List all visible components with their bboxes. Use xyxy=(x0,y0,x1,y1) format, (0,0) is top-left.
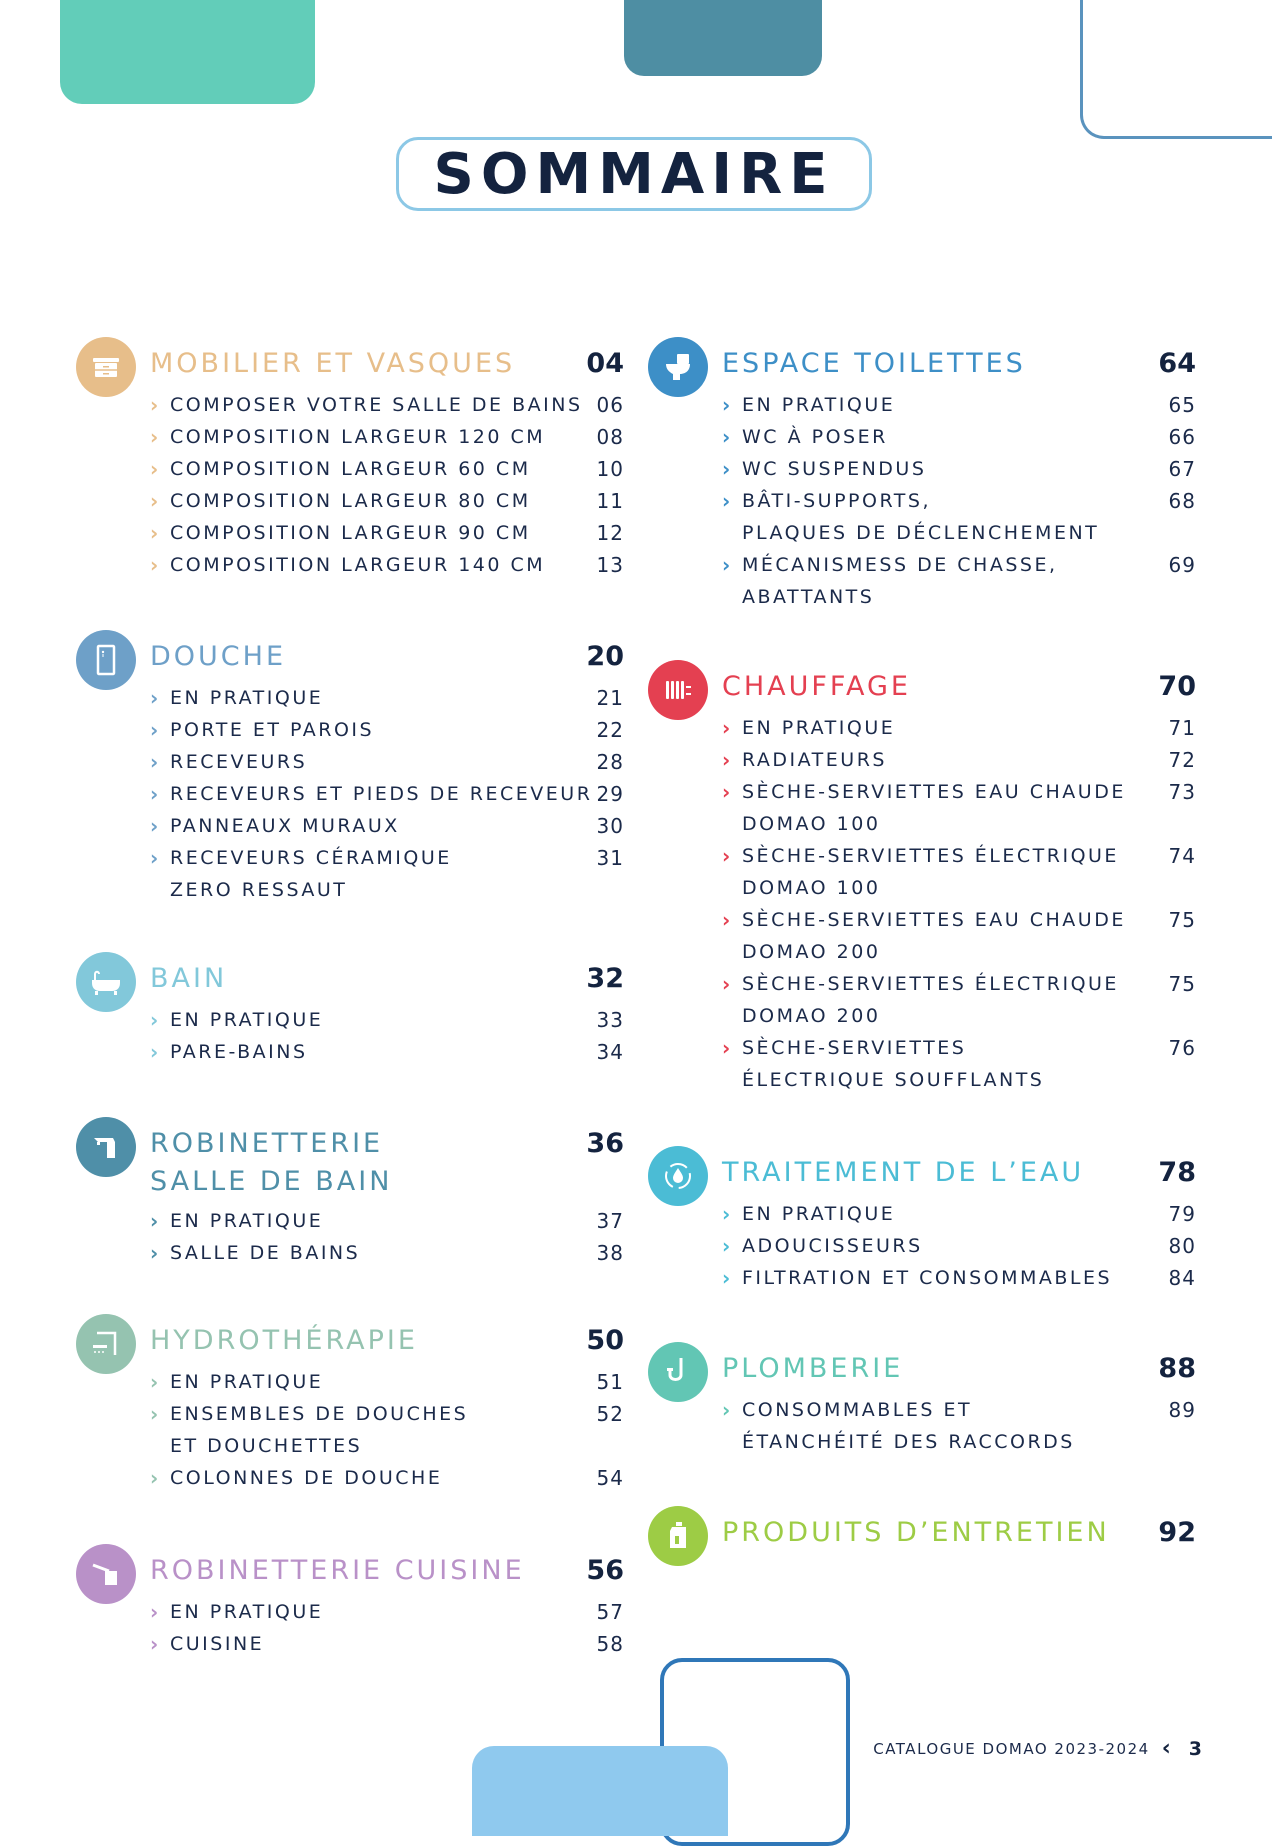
toc-item[interactable] xyxy=(722,968,1196,1032)
toc-item-page: 33 xyxy=(596,1008,624,1032)
chevron-right-icon: › xyxy=(150,1600,159,1624)
bottle-icon xyxy=(648,1506,708,1566)
chevron-right-icon: › xyxy=(150,457,159,481)
section-title-line: PRODUITS D’ENTRETIEN xyxy=(722,1517,1110,1548)
toc-item[interactable] xyxy=(150,1004,624,1036)
toc-item-label: RECEVEURS CÉRAMIQUE xyxy=(170,847,452,869)
chevron-right-icon: › xyxy=(722,844,731,868)
toc-item-label-line2: PLAQUES DE DÉCLENCHEMENT xyxy=(742,522,1100,544)
chevron-right-icon: › xyxy=(722,553,731,577)
section-title xyxy=(722,668,911,706)
toc-item-label: EN PRATIQUE xyxy=(742,717,896,739)
toc-item[interactable] xyxy=(150,714,624,746)
toc-item[interactable] xyxy=(722,904,1196,968)
toc-item-label: RECEVEURS xyxy=(170,751,308,773)
toc-item-page: 13 xyxy=(596,553,624,577)
toc-item[interactable] xyxy=(150,1237,624,1269)
toc-item[interactable] xyxy=(150,1398,624,1462)
chevron-right-icon: › xyxy=(150,393,159,417)
section-page-number: 56 xyxy=(586,1555,624,1586)
pipe-icon xyxy=(648,1342,708,1402)
toc-item[interactable] xyxy=(150,1366,624,1398)
section-title-line: BAIN xyxy=(150,963,228,994)
bathtub-icon xyxy=(76,952,136,1012)
page-title: SOMMAIRE xyxy=(433,141,835,207)
toc-item-page: 08 xyxy=(596,425,624,449)
chevron-right-icon: › xyxy=(722,457,731,481)
page-number: 3 xyxy=(1188,1737,1202,1760)
section-title-line: ROBINETTERIE xyxy=(150,1128,384,1159)
toc-item[interactable] xyxy=(150,1036,624,1068)
section-title-line: ESPACE TOILETTES xyxy=(722,348,1026,379)
toc-item-page: 31 xyxy=(596,846,624,870)
toc-item-page: 10 xyxy=(596,457,624,481)
toc-item-label: EN PRATIQUE xyxy=(742,394,896,416)
section-page-number: 70 xyxy=(1158,671,1196,702)
toc-item-page: 22 xyxy=(596,718,624,742)
chevron-right-icon: › xyxy=(722,1266,731,1290)
section-plomberie[interactable] xyxy=(648,1342,1196,1472)
section-items xyxy=(150,1205,624,1269)
chevron-right-icon: › xyxy=(150,521,159,545)
toc-item[interactable] xyxy=(722,776,1196,840)
chevron-right-icon: › xyxy=(722,1234,731,1258)
toc-item-label: COMPOSITION LARGEUR 140 CM xyxy=(170,554,546,576)
section-toilettes[interactable] xyxy=(648,337,1196,627)
toc-item-page: 65 xyxy=(1168,393,1196,417)
chevron-right-icon: › xyxy=(722,908,731,932)
toc-item-page: 51 xyxy=(596,1370,624,1394)
section-douche[interactable] xyxy=(76,630,624,910)
section-eau[interactable] xyxy=(648,1146,1196,1306)
toc-item-page: 30 xyxy=(596,814,624,838)
toc-item-page: 11 xyxy=(596,489,624,513)
toc-item-label-line2: DOMAO 200 xyxy=(742,941,881,963)
section-title xyxy=(150,960,227,998)
toc-item-label: RADIATEURS xyxy=(742,749,887,771)
toc-item-page: 75 xyxy=(1168,972,1196,996)
toc-item-page: 71 xyxy=(1168,716,1196,740)
decor-steel-block xyxy=(624,0,822,76)
toc-item[interactable] xyxy=(722,485,1196,549)
toc-item-page: 72 xyxy=(1168,748,1196,772)
toc-item-page: 79 xyxy=(1168,1202,1196,1226)
water-drop-icon xyxy=(648,1146,708,1206)
toc-item-label: COMPOSITION LARGEUR 90 CM xyxy=(170,522,531,544)
chevron-right-icon: › xyxy=(722,1202,731,1226)
shower-icon xyxy=(76,630,136,690)
toc-item-label: WC À POSER xyxy=(742,426,888,448)
section-title xyxy=(722,1350,903,1388)
chevron-right-icon: › xyxy=(150,1632,159,1656)
toc-item[interactable] xyxy=(722,421,1196,453)
toc-item-page: 34 xyxy=(596,1040,624,1064)
toc-item-label: COMPOSER VOTRE SALLE DE BAINS xyxy=(170,394,583,416)
footer xyxy=(873,1736,1202,1761)
chevron-right-icon: › xyxy=(150,782,159,806)
toc-item-page: 06 xyxy=(596,393,624,417)
toc-item-label: PANNEAUX MURAUX xyxy=(170,815,400,837)
chevron-left-icon[interactable]: ‹ xyxy=(1161,1736,1171,1761)
toc-item[interactable] xyxy=(150,778,624,810)
section-title xyxy=(150,345,515,383)
toc-item[interactable] xyxy=(150,485,624,517)
chevron-right-icon: › xyxy=(150,718,159,742)
section-title-line: TRAITEMENT DE L’EAU xyxy=(722,1157,1085,1188)
chevron-right-icon: › xyxy=(722,780,731,804)
toc-item-label: SÈCHE-SERVIETTES EAU CHAUDE xyxy=(742,909,1126,931)
toc-item-label: COLONNES DE DOUCHE xyxy=(170,1467,443,1489)
toc-item-label: SALLE DE BAINS xyxy=(170,1242,361,1264)
toc-item[interactable] xyxy=(722,1394,1196,1458)
chevron-right-icon: › xyxy=(722,425,731,449)
decor-teal-block xyxy=(60,0,315,104)
section-page-number: 20 xyxy=(586,641,624,672)
toc-item[interactable] xyxy=(722,1262,1196,1294)
section-items xyxy=(722,1394,1196,1458)
chevron-right-icon: › xyxy=(722,489,731,513)
toc-item-label-line2: ABATTANTS xyxy=(742,586,875,608)
section-title xyxy=(150,1125,392,1201)
toc-item[interactable] xyxy=(722,1198,1196,1230)
section-title-line: PLOMBERIE xyxy=(722,1353,904,1384)
chevron-right-icon: › xyxy=(722,748,731,772)
toc-item-label: EN PRATIQUE xyxy=(742,1203,896,1225)
toc-item[interactable] xyxy=(722,840,1196,904)
toc-item-page: 28 xyxy=(596,750,624,774)
shower-column-icon xyxy=(76,1314,136,1374)
section-items xyxy=(722,712,1196,1096)
toc-item-label: SÈCHE-SERVIETTES ÉLECTRIQUE xyxy=(742,973,1119,995)
section-title-line: HYDROTHÉRAPIE xyxy=(150,1325,418,1356)
toc-item-page: 89 xyxy=(1168,1398,1196,1422)
chevron-right-icon: › xyxy=(150,425,159,449)
section-page-number: 04 xyxy=(586,348,624,379)
section-title-line: DOUCHE xyxy=(150,641,287,672)
chevron-right-icon: › xyxy=(150,1008,159,1032)
toc-item-label-line2: DOMAO 200 xyxy=(742,1005,881,1027)
section-bain[interactable] xyxy=(76,952,624,1082)
section-page-number: 88 xyxy=(1158,1353,1196,1384)
toc-item-label: SÈCHE-SERVIETTES ÉLECTRIQUE xyxy=(742,845,1119,867)
chevron-right-icon: › xyxy=(150,1209,159,1233)
radiator-icon xyxy=(648,660,708,720)
toc-item-label-line2: DOMAO 100 xyxy=(742,813,881,835)
toc-item-page: 75 xyxy=(1168,908,1196,932)
toc-item-page: 84 xyxy=(1168,1266,1196,1290)
toc-item-label-line2: DOMAO 100 xyxy=(742,877,881,899)
chevron-right-icon: › xyxy=(150,1466,159,1490)
toc-item-page: 58 xyxy=(596,1632,624,1656)
toc-item-page: 29 xyxy=(596,782,624,806)
section-page-number: 50 xyxy=(586,1325,624,1356)
toc-item-label: COMPOSITION LARGEUR 80 CM xyxy=(170,490,531,512)
toc-item[interactable] xyxy=(150,842,624,906)
toc-item-page: 66 xyxy=(1168,425,1196,449)
toc-item[interactable] xyxy=(150,682,624,714)
toc-item-label: EN PRATIQUE xyxy=(170,1210,324,1232)
chevron-right-icon: › xyxy=(150,846,159,870)
toc-item-label: COMPOSITION LARGEUR 60 CM xyxy=(170,458,531,480)
toc-item[interactable] xyxy=(150,1205,624,1237)
toc-item-label: CONSOMMABLES ET xyxy=(742,1399,973,1421)
section-hydrotherapie[interactable] xyxy=(76,1314,624,1514)
chevron-right-icon: › xyxy=(722,393,731,417)
toc-item-label: CUISINE xyxy=(170,1633,265,1655)
toc-item[interactable] xyxy=(150,810,624,842)
chevron-right-icon: › xyxy=(722,1036,731,1060)
toc-item-label: WC SUSPENDUS xyxy=(742,458,927,480)
toc-item[interactable] xyxy=(722,549,1196,613)
toc-item-page: 69 xyxy=(1168,553,1196,577)
toc-item-page: 54 xyxy=(596,1466,624,1490)
toc-item-label: ADOUCISSEURS xyxy=(742,1235,923,1257)
section-page-number: 64 xyxy=(1158,348,1196,379)
toc-item-page: 73 xyxy=(1168,780,1196,804)
toc-item[interactable] xyxy=(722,712,1196,744)
section-title-line: MOBILIER ET VASQUES xyxy=(150,348,516,379)
toc-item[interactable] xyxy=(722,389,1196,421)
toc-item[interactable] xyxy=(150,389,624,421)
toc-item-label: RECEVEURS ET PIEDS DE RECEVEUR xyxy=(170,783,593,805)
chevron-right-icon: › xyxy=(150,1370,159,1394)
section-items xyxy=(150,682,624,906)
toc-item-label-line2: ET DOUCHETTES xyxy=(170,1435,363,1457)
toc-item-label: EN PRATIQUE xyxy=(170,687,324,709)
section-page-number: 32 xyxy=(586,963,624,994)
toilet-icon xyxy=(648,337,708,397)
toc-item-page: 68 xyxy=(1168,489,1196,513)
section-robinetterie-cuisine[interactable] xyxy=(76,1544,624,1674)
toc-item-label: COMPOSITION LARGEUR 120 CM xyxy=(170,426,546,448)
toc-item-label-line2: ÉTANCHÉITÉ DES RACCORDS xyxy=(742,1431,1075,1453)
toc-item[interactable] xyxy=(150,421,624,453)
toc-item[interactable] xyxy=(150,1628,624,1660)
chevron-right-icon: › xyxy=(150,1402,159,1426)
section-items xyxy=(150,389,624,581)
chevron-right-icon: › xyxy=(150,686,159,710)
section-page-number: 36 xyxy=(586,1128,624,1159)
section-robinetterie-sdb[interactable] xyxy=(76,1117,624,1287)
decor-corner-outline-top xyxy=(1080,0,1272,139)
chevron-right-icon: › xyxy=(722,972,731,996)
decor-lightblue-block xyxy=(472,1746,728,1836)
toc-item[interactable] xyxy=(150,1596,624,1628)
section-chauffage[interactable] xyxy=(648,660,1196,1110)
toc-item-page: 67 xyxy=(1168,457,1196,481)
section-items xyxy=(150,1004,624,1068)
section-title xyxy=(150,1552,525,1590)
chevron-right-icon: › xyxy=(722,716,731,740)
section-title xyxy=(722,1154,1084,1192)
section-title xyxy=(150,638,286,676)
chevron-right-icon: › xyxy=(150,814,159,838)
toc-item-page: 38 xyxy=(596,1241,624,1265)
page-title-box xyxy=(396,137,872,211)
section-items xyxy=(722,389,1196,613)
vanity-icon xyxy=(76,337,136,397)
toc-item-label: EN PRATIQUE xyxy=(170,1601,324,1623)
toc-item-label: BÂTI-SUPPORTS, xyxy=(742,490,931,512)
toc-item[interactable] xyxy=(150,746,624,778)
toc-item-label: MÉCANISMESS DE CHASSE, xyxy=(742,554,1058,576)
section-title xyxy=(722,1514,1110,1552)
toc-item[interactable] xyxy=(150,453,624,485)
section-mobilier[interactable] xyxy=(76,337,624,587)
toc-item[interactable] xyxy=(722,1032,1196,1096)
toc-item-label: ENSEMBLES DE DOUCHES xyxy=(170,1403,469,1425)
toc-item-page: 80 xyxy=(1168,1234,1196,1258)
section-items xyxy=(722,1198,1196,1294)
chevron-right-icon: › xyxy=(150,489,159,513)
kitchen-faucet-icon xyxy=(76,1544,136,1604)
section-page-number: 78 xyxy=(1158,1157,1196,1188)
toc-item[interactable] xyxy=(150,1462,624,1494)
footer-catalogue: CATALOGUE DOMAO 2023-2024 xyxy=(873,1739,1150,1758)
toc-item-label: SÈCHE-SERVIETTES xyxy=(742,1037,967,1059)
toc-item-label: PARE-BAINS xyxy=(170,1041,308,1063)
faucet-icon xyxy=(76,1117,136,1177)
toc-item-page: 76 xyxy=(1168,1036,1196,1060)
chevron-right-icon: › xyxy=(722,1398,731,1422)
toc-item-label: EN PRATIQUE xyxy=(170,1009,324,1031)
toc-item[interactable] xyxy=(150,549,624,581)
toc-item-page: 74 xyxy=(1168,844,1196,868)
toc-item-label: EN PRATIQUE xyxy=(170,1371,324,1393)
toc-item-page: 57 xyxy=(596,1600,624,1624)
toc-item-label: PORTE ET PAROIS xyxy=(170,719,375,741)
section-title-line: ROBINETTERIE CUISINE xyxy=(150,1555,525,1586)
toc-item-page: 37 xyxy=(596,1209,624,1233)
chevron-right-icon: › xyxy=(150,1040,159,1064)
section-items xyxy=(150,1366,624,1494)
section-page-number: 92 xyxy=(1158,1517,1196,1548)
chevron-right-icon: › xyxy=(150,553,159,577)
toc-item-label-line2: ÉLECTRIQUE SOUFFLANTS xyxy=(742,1069,1045,1091)
toc-item-page: 52 xyxy=(596,1402,624,1426)
section-title xyxy=(150,1322,418,1360)
toc-item[interactable] xyxy=(722,744,1196,776)
section-title xyxy=(722,345,1026,383)
section-items xyxy=(150,1596,624,1660)
toc-item-page: 21 xyxy=(596,686,624,710)
toc-item-page: 12 xyxy=(596,521,624,545)
section-entretien[interactable] xyxy=(648,1506,1196,1576)
toc-item[interactable] xyxy=(722,1230,1196,1262)
toc-item[interactable] xyxy=(722,453,1196,485)
toc-item-label-line2: ZERO RESSAUT xyxy=(170,879,348,901)
section-title-line: CHAUFFAGE xyxy=(722,671,911,702)
chevron-right-icon: › xyxy=(150,750,159,774)
section-title-line: SALLE DE BAIN xyxy=(150,1166,393,1197)
toc-item-label: FILTRATION ET CONSOMMABLES xyxy=(742,1267,1113,1289)
chevron-right-icon: › xyxy=(150,1241,159,1265)
toc-item-label: SÈCHE-SERVIETTES EAU CHAUDE xyxy=(742,781,1126,803)
toc-item[interactable] xyxy=(150,517,624,549)
